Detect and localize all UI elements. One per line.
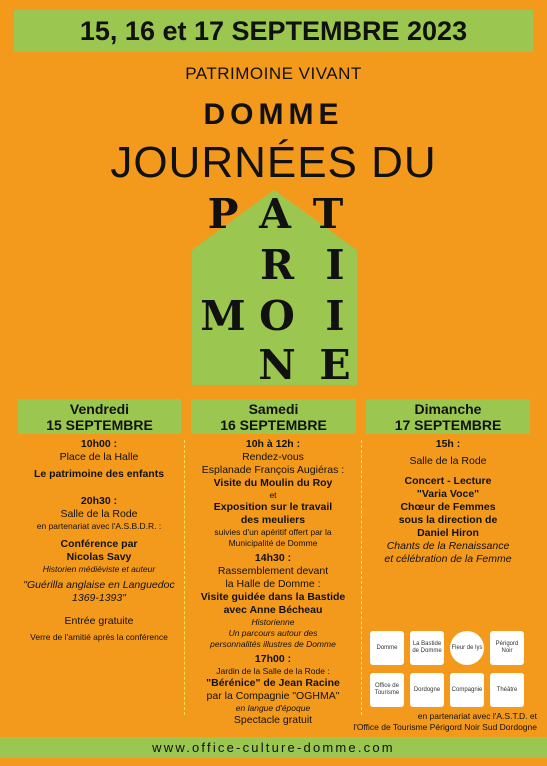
talk-title: "Guérilla anglaise en Languedoc (23, 579, 175, 591)
program-note: Chants de la Renaissance (386, 540, 510, 552)
partners-line: l'Office de Tourisme Périgord Noir Sud Dordogne (353, 722, 537, 732)
talk-title: 1369-1393" (72, 592, 126, 604)
house-letter: R (259, 241, 295, 289)
friday-program (16, 438, 182, 643)
saturday-program (186, 438, 360, 727)
activity: sous la direction de (398, 514, 498, 526)
speaker-role: Historien médiéviste et auteur (42, 564, 156, 574)
activity: Concert - Lecture (404, 475, 492, 487)
partner-logos (370, 631, 528, 709)
program-note: et célébration de la Femme (384, 553, 512, 565)
house-letter: E (319, 341, 351, 389)
theatre-company-logo: Compagnie (450, 673, 484, 707)
time: 20h30 : (80, 495, 118, 507)
sunday-program (364, 438, 532, 566)
connector: et (269, 490, 277, 500)
activity: Le patrimoine des enfants (33, 468, 165, 480)
dordogne-logo: Dordogne (410, 673, 444, 707)
note: Verre de l'amitié après la conférence (30, 632, 168, 642)
time: 14h30 : (254, 552, 292, 564)
event-title: JOURNÉES DU (110, 138, 437, 187)
time: 15h : (435, 438, 461, 450)
domme-logo: Domme (370, 631, 404, 665)
day-date: 17 SEPTEMBRE (394, 417, 502, 433)
house-letter: O (259, 292, 295, 340)
day-name: Vendredi (69, 401, 130, 417)
note: suivies d'un apéritif offert par la (214, 527, 332, 537)
time: 17h00 : (254, 653, 292, 665)
admission: Spectacle gratuit (233, 714, 313, 726)
column-divider (361, 440, 362, 715)
house-letter: N (258, 341, 296, 389)
partners-line: en partenariat avec l'A.S.T.D. et (417, 711, 537, 721)
speaker: Nicolas Savy (66, 551, 132, 563)
location: Jardin de la Salle de la Rode : (216, 666, 330, 676)
location: Esplanade François Augiéras : (201, 464, 345, 476)
director: Daniel Hiron (417, 527, 479, 539)
theatre-logo: Théâtre (490, 673, 524, 707)
day-date: 16 SEPTEMBRE (220, 417, 327, 433)
event-dates: 15, 16 et 17 SEPTEMBRE 2023 (79, 16, 468, 46)
column-divider (184, 440, 185, 715)
dates-banner (14, 10, 533, 52)
time: 10h à 12h : (245, 438, 301, 450)
activity: "Bérénice" de Jean Racine (206, 677, 340, 689)
perigord-noir-logo: Périgord Noir (490, 631, 524, 665)
website-url[interactable]: www.office-culture-domme.com (152, 740, 395, 755)
activity: Visite guidée dans la Bastide (200, 591, 346, 603)
guide-role: Historienne (251, 617, 295, 627)
note: Municipalité de Domme (228, 538, 318, 548)
subtitle: PATRIMOINE VIVANT (185, 64, 362, 83)
website-footer[interactable] (0, 737, 547, 758)
location: Salle de la Rode (409, 455, 487, 467)
day-header-saturday (191, 399, 356, 434)
day-name: Samedi (248, 401, 299, 417)
house-letter: A (259, 190, 291, 238)
activity: Visite du Moulin du Roy (213, 477, 333, 489)
day-header-sunday (366, 399, 530, 434)
fleur-de-lys-logo: Fleur de lys (450, 631, 484, 665)
house-graphic (192, 190, 357, 389)
location: la Halle de Domme : (225, 578, 321, 590)
bastide-logo: La Bastide de Domme (410, 631, 444, 665)
day-date: 15 SEPTEMBRE (46, 417, 153, 433)
note: Un parcours autour des (228, 628, 318, 638)
company: par la Compagnie "OGHMA" (206, 690, 340, 702)
activity: "Varia Voce" (416, 488, 480, 500)
note: personnalités illustres de Domme (210, 639, 336, 649)
location: Place de la Halle (59, 451, 139, 463)
guide: avec Anne Bécheau (223, 604, 323, 616)
house-letter: M (200, 292, 246, 340)
town-name: DOMME (203, 98, 344, 131)
house-letter: P (207, 190, 239, 238)
tourism-office-logo: Office de Tourisme (370, 673, 404, 707)
house-letter: I (325, 241, 345, 289)
activity: Chœur de Femmes (400, 501, 496, 513)
admission: Entrée gratuite (64, 615, 134, 627)
location: Salle de la Rode (60, 508, 138, 520)
location: Rassemblement devant (217, 565, 329, 577)
activity: des meuliers (240, 514, 306, 526)
note: en langue d'époque (235, 703, 311, 713)
time: 10h00 : (80, 438, 118, 450)
activity: Conférence par (60, 538, 138, 550)
location: Rendez-vous (242, 451, 304, 463)
day-header-friday (18, 399, 181, 434)
partners-note (353, 711, 537, 733)
partner-note: en partenariat avec l'A.S.B.D.R. : (36, 521, 162, 531)
day-name: Dimanche (414, 401, 482, 417)
activity: Exposition sur le travail (213, 501, 333, 513)
house-letter: I (325, 292, 345, 340)
house-letter: T (312, 190, 344, 238)
